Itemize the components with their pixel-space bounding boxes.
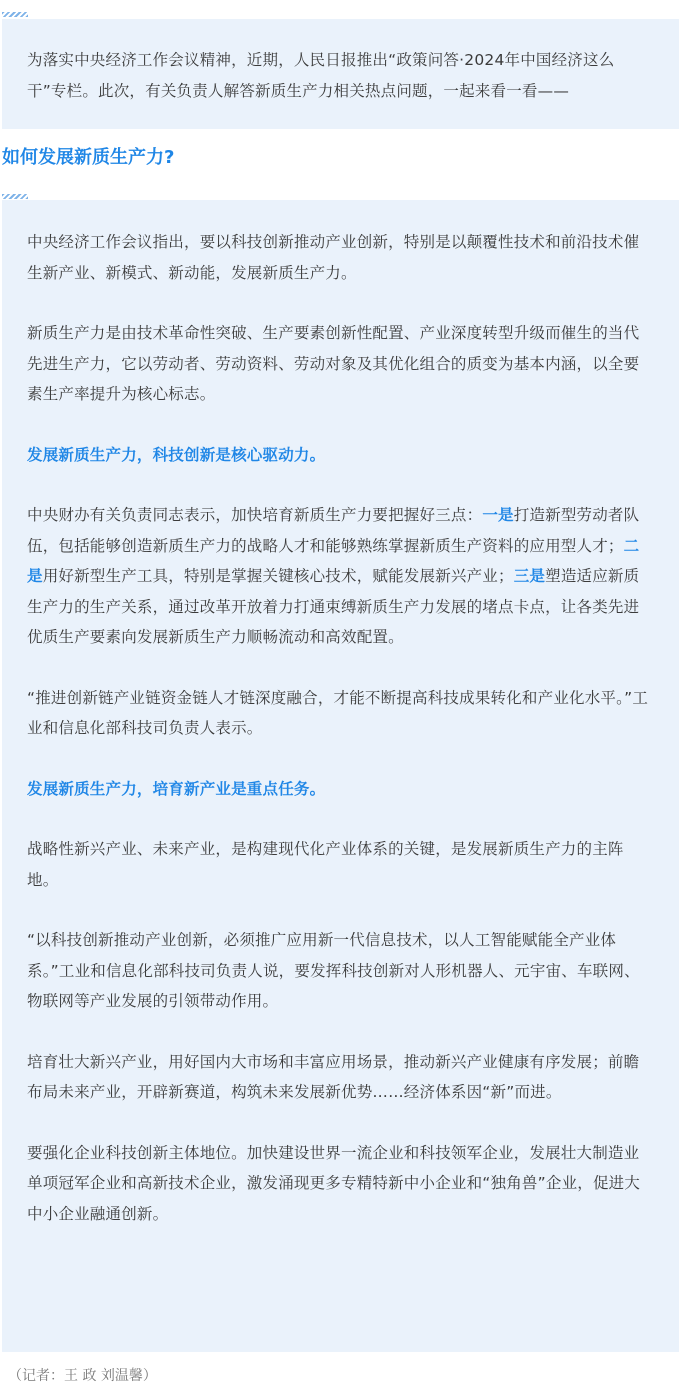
paragraph [27, 500, 654, 653]
paragraph: 战略性新兴产业、未来产业，是构建现代化产业体系的关键，是发展新质生产力的主阵地。 [27, 840, 624, 889]
content-box [2, 200, 679, 1352]
paragraph: 要强化企业科技创新主体地位。加快建设世界一流企业和科技领军企业，发展壮大制造业单项冠军企业和高新技术企业，激发涌现更多专精特新中小企业和“独角兽”企业，促进大中小企业融通创新。 [27, 1143, 641, 1223]
intro-text: 为落实中央经济工作会议精神，近期，人民日报推出“政策问答·2024年中国经济这么干”专栏。此次，有关负责人解答新质生产力相关热点问题，一起来看一看—— [27, 51, 615, 100]
reporter-credit: （记者：王 政 刘温馨） [8, 1368, 157, 1384]
text-span: 用好新型生产工具，特别是掌握关键核心技术，赋能发展新兴产业； [42, 567, 514, 585]
text-span: 中央财办有关负责同志表示，加快培育新质生产力要把握好三点： [27, 506, 483, 524]
emphasis: 三是 [513, 567, 546, 585]
subheading: 发展新质生产力，培育新产业是重点任务。 [27, 779, 326, 798]
paragraph: 新质生产力是由技术革命性突破、生产要素创新性配置、产业深度转型升级而催生的当代先进生产力，它以劳动者、劳动资料、劳动对象及其优化组合的质变为基本内涵，以全要素生产率提升为核心标志。 [27, 324, 640, 403]
section-title: 如何发展新质生产力? [2, 147, 175, 168]
subheading: 发展新质生产力，科技创新是核心驱动力。 [27, 445, 326, 464]
paragraph: 培育壮大新兴产业，用好国内大市场和丰富应用场景，推动新兴产业健康有序发展；前瞻布局未来产业，开辟新赛道，构筑未来发展新优势……经济体系因“新”而进。 [27, 1052, 640, 1101]
paragraph: 中央经济工作会议指出，要以科技创新推动产业创新，特别是以颠覆性技术和前沿技术催生新产业、新模式、新动能，发展新质生产力。 [27, 233, 640, 282]
intro-box [2, 19, 679, 129]
decor-stripe-mid [2, 194, 28, 199]
decor-stripe-top [2, 12, 28, 17]
paragraph: “推进创新链产业链资金链人才链深度融合，才能不断提高科技成果转化和产业化水平。”工业和信息化部科技司负责人表示。 [27, 688, 649, 737]
text-span: 塑造适应新质生产力的生产关系，通过改革开放着力打通束缚新质生产力发展的堵点卡点，让各类先进优质生产要素向发展新质生产力顺畅流动和高效配置。 [27, 567, 640, 646]
emphasis: 一是 [482, 506, 514, 524]
emphasis: 二是 [27, 536, 640, 585]
text-span: 打造新型劳动者队伍，包括能够创造新质生产力的战略人才和能够熟练掌握新质生产资料的应用型人才； [27, 506, 640, 555]
paragraph: “以科技创新推动产业创新，必须推广应用新一代信息技术，以人工智能赋能全产业体系。”工业和信息化部科技司负责人说，要发挥科技创新对人形机器人、元宇宙、车联网、物联网等产业发展的引领带动作用。 [27, 931, 640, 1010]
